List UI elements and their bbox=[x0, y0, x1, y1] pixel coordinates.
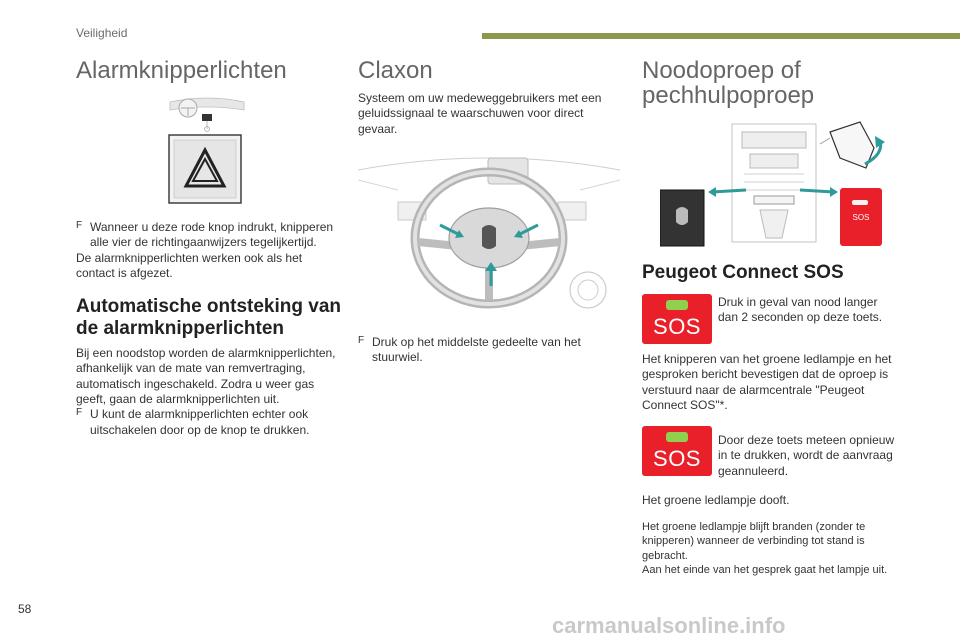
header-accent-bar bbox=[482, 33, 960, 39]
horn-bullet: F Druk op het middelste gedeelte van het stuurwiel. bbox=[358, 335, 581, 365]
sos-button-icon: SOS bbox=[642, 294, 712, 344]
sos-paragraph-3: Door deze toets meteen opnieuw in te drukken, wordt de aanvraag geannuleerd. bbox=[718, 433, 895, 478]
sos-note-2: Aan het einde van het gesprek gaat het lampje uit. bbox=[642, 563, 888, 576]
bullet-glyph: F bbox=[358, 335, 365, 346]
alarm-bullet-1: F Wanneer u deze rode knop indrukt, knipperen alle vier de richtingaanwijzers tegelijkertijd. bbox=[76, 220, 334, 250]
horn-title: Claxon bbox=[358, 57, 433, 84]
sos-console-illustration bbox=[660, 118, 890, 252]
sos-paragraph-1: Druk in geval van nood langer dan 2 seconden op deze toets. bbox=[718, 295, 883, 325]
horn-paragraph: Systeem om uw medeweggebruikers met een geluidssignaal te waarschuwen voor direct gevaar. bbox=[358, 91, 602, 136]
bullet-glyph: F bbox=[76, 220, 83, 231]
dashboard-illustration bbox=[168, 96, 246, 132]
sos-paragraph-2: Het knipperen van het groene ledlampje en het gesproken bericht bevestigen dat de oproep is verstuurd naar de alarmcentrale "Peugeot Connect SOS"*. bbox=[642, 352, 892, 413]
auto-hazard-bullet: F U kunt de alarmknipperlichten echter ook uitschakelen door op de knop te drukken. bbox=[76, 407, 310, 437]
page-number: 58 bbox=[18, 602, 32, 616]
watermark: carmanualsonline.info bbox=[552, 613, 786, 638]
peugeot-connect-sos-subtitle: Peugeot Connect SOS bbox=[642, 262, 844, 283]
auto-hazard-subtitle: Automatische ontsteking van de alarmknipperlichten bbox=[76, 296, 341, 339]
bullet-glyph: F bbox=[76, 407, 83, 419]
alarm-paragraph-1: De alarmknipperlichten werken ook als het contact is afgezet. bbox=[76, 250, 303, 281]
auto-hazard-paragraph: Bij een noodstop worden de alarmknipperlichten, afhankelijk van de mate van remvertraging, automatisch ingeschakeld. Zodra u weer gas geeft, gaan de alarmknipperlichten uit. bbox=[76, 346, 336, 407]
steering-wheel-illustration bbox=[358, 150, 620, 322]
emergency-call-title: Noodoproep of pechhulpoproep bbox=[642, 57, 815, 110]
alarm-title: Alarmknipperlichten bbox=[76, 57, 287, 84]
section-tag: Veiligheid bbox=[76, 26, 128, 40]
green-led-icon bbox=[666, 300, 688, 310]
illustration-sos-text: SOS bbox=[852, 213, 870, 222]
green-led-icon bbox=[666, 432, 688, 442]
sos-button-icon-2: SOS bbox=[642, 426, 712, 476]
sos-paragraph-4: Het groene ledlampje dooft. bbox=[642, 493, 790, 507]
sos-note-1: Het groene ledlampje blijft branden (zonder te knipperen) wanneer de verbinding tot stand is gebracht. bbox=[642, 521, 866, 562]
hazard-button-illustration bbox=[168, 134, 242, 204]
